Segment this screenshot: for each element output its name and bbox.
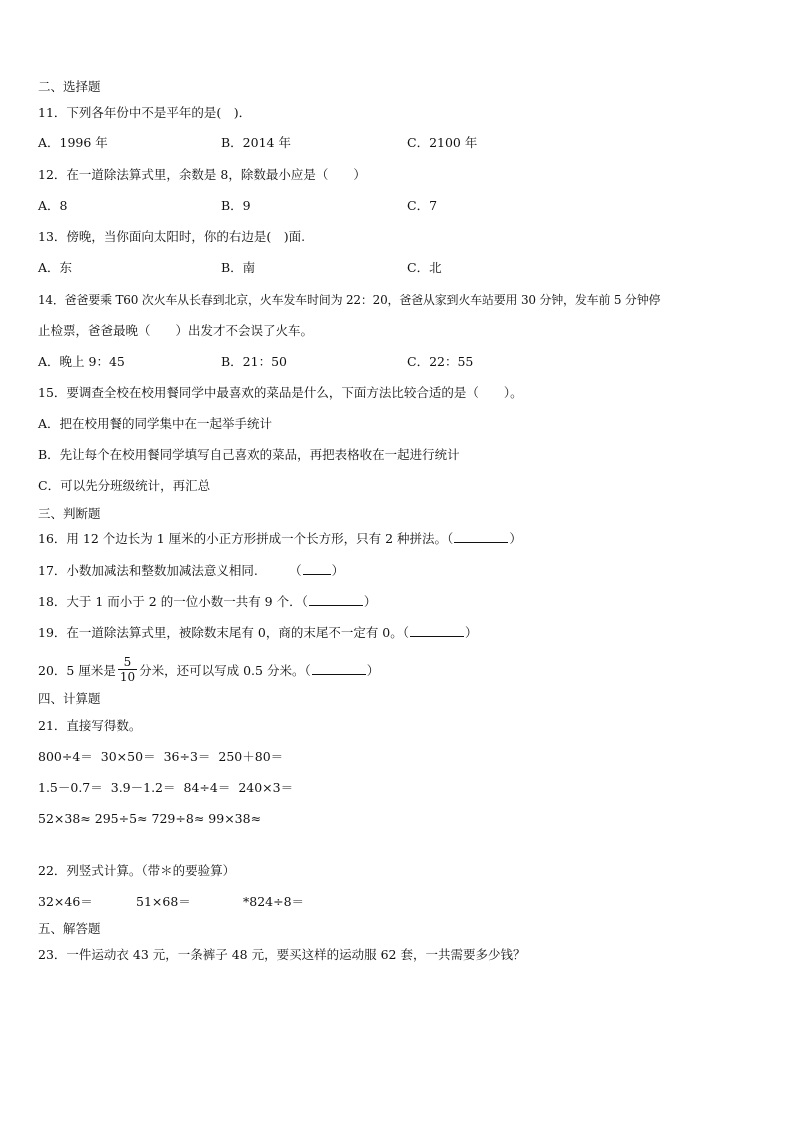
question-21-row-2 [38,779,756,797]
calc-item: 729÷8≈ [151,811,205,826]
question-17-close: ） [331,563,345,578]
option-b[interactable]: B．2014 年 [221,135,291,150]
question-19-stem: 19．在一道除法算式里，被除数末尾有 0，商的末尾不一定有 0。（ [38,625,410,640]
question-13-stem: 13．傍晚，当你面向太阳时，你的右边是( )面. [38,229,306,244]
section-heading-calc: 四、计算题 [38,691,101,706]
question-19-close: ） [465,625,478,640]
question-22-stem: 22．列竖式计算。（带＊的要验算） [38,863,236,878]
question-14-stem-line2: 止检票，爸爸最晚（ ）出发才不会误了火车。 [38,323,314,338]
question-18-close: ） [363,594,377,609]
question-15-option-b[interactable]: B．先让每个在校用餐同学填写自己喜欢的菜品，再把表格收在一起进行统计 [38,447,460,462]
calc-item: 250＋80＝ [218,749,284,764]
calc-item: 240×3＝ [238,780,294,795]
answer-blank[interactable] [410,624,464,637]
question-20 [38,656,756,686]
question-15-option-c[interactable]: C．可以先分班级统计，再汇总 [38,478,211,493]
calc-item: 36÷3＝ [163,749,211,764]
question-18-stem: 18．大于 1 而小于 2 的一位小数一共有 9 个．（ [38,594,308,609]
problem-2: 51×68＝ [136,894,191,909]
question-17 [38,562,756,580]
calc-item: 800÷4＝ [38,749,93,764]
calc-item: 30×50＝ [100,749,156,764]
question-16-close: ） [509,531,522,546]
fraction-numerator: 5 [118,655,137,670]
calc-item: 295÷5≈ [94,811,148,826]
option-a[interactable]: A．1996 年 [38,135,108,150]
answer-blank[interactable] [303,562,331,575]
option-b[interactable]: B．21：50 [221,354,287,369]
problem-1: 32×46＝ [38,894,93,909]
calc-item: 99×38≈ [208,811,262,826]
question-20-prefix: 20．5 厘米是 [38,663,116,678]
section-heading-choice: 二、选择题 [38,79,101,94]
question-21-row-3 [38,810,756,828]
question-15-stem: 15．要调查全校在校用餐同学中最喜欢的菜品是什么，下面方法比较合适的是（ ）。 [38,385,523,400]
option-a[interactable]: A．8 [38,198,68,213]
option-b[interactable]: B．9 [221,198,251,213]
answer-blank[interactable] [309,593,363,606]
calc-item: 52×38≈ [38,811,91,826]
option-c[interactable]: C．北 [407,260,442,275]
section-heading-answer: 五、解答题 [38,921,101,936]
question-12-stem: 12．在一道除法算式里，余数是 8，除数最小应是（ ） [38,167,366,182]
question-15-option-a[interactable]: A．把在校用餐的同学集中在一起举手统计 [38,416,273,431]
question-20-close: ） [366,663,380,678]
question-16-stem: 16．用 12 个边长为 1 厘米的小正方形拼成一个长方形，只有 2 种拼法。（ [38,531,454,546]
question-19 [38,624,756,642]
question-20-suffix: 分米，还可以写成 0.5 分米。（ [139,663,311,678]
option-a[interactable]: A．晚上 9：45 [38,354,125,369]
problem-3: *824÷8＝ [243,894,305,909]
calc-item: 3.9－1.2＝ [110,780,176,795]
option-c[interactable]: C．22：55 [407,354,474,369]
option-c[interactable]: C．7 [407,198,438,213]
fraction-denominator: 10 [119,670,136,684]
answer-blank[interactable] [454,530,508,543]
fraction [118,655,137,684]
question-23-stem: 23．一件运动衣 43 元，一条裤子 48 元，要买这样的运动服 62 套，一共需要多少钱？ [38,947,526,962]
question-18 [38,593,756,611]
option-c[interactable]: C．2100 年 [407,135,478,150]
option-b[interactable]: B．南 [221,260,256,275]
question-21-stem: 21．直接写得数。 [38,718,142,733]
section-heading-judge: 三、判断题 [38,506,101,521]
question-21-row-1 [38,748,756,766]
question-11-stem: 11．下列各年份中不是平年的是( )． [38,105,252,120]
option-a[interactable]: A．东 [38,260,73,275]
question-14-stem-line1: 14．爸爸要乘 T60 次火车从长春到北京，火车发车时间为 22：20，爸爸从家到火车站要用 30 分钟，发车前 5 分钟停 [38,293,661,307]
answer-blank[interactable] [312,662,366,675]
question-16 [38,530,756,548]
calc-item: 1.5－0.7＝ [38,780,103,795]
calc-item: 84÷4＝ [183,780,231,795]
question-17-stem: 17．小数加减法和整数加减法意义相同. （ [38,563,302,578]
